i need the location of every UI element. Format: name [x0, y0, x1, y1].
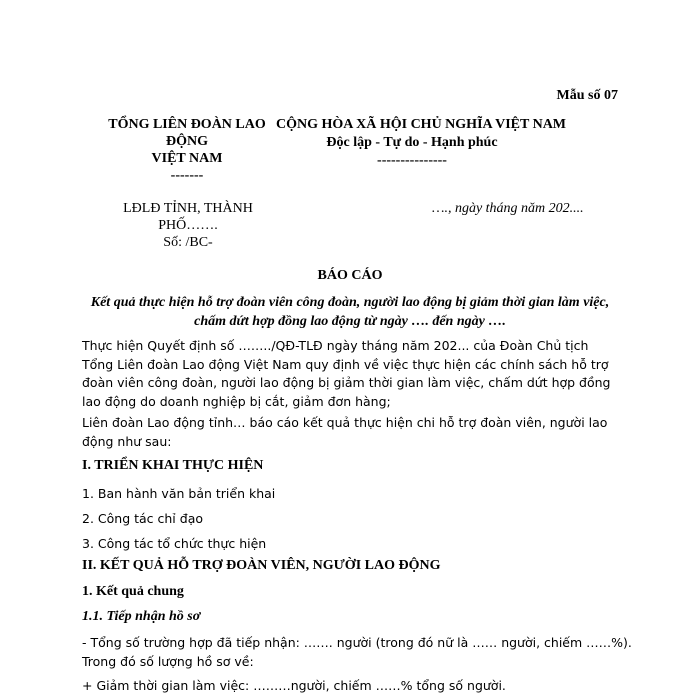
sender-line1: LĐLĐ TỈNH, THÀNH	[123, 201, 253, 216]
sender-line2: PHỐ…….	[158, 218, 218, 233]
sender-block	[96, 200, 280, 251]
section2-heading: II. KẾT QUẢ HỖ TRỢ ĐOÀN VIÊN, NGƯỜI LAO ĐỘNG	[82, 558, 441, 573]
section2-line-2: Trong đó số lượng hồ sơ về:	[82, 654, 254, 669]
section2-line-1: - Tổng số trường hợp đã tiếp nhận: ……. người (trong đó nữ là …… người, chiếm ……%).	[82, 635, 632, 650]
nation-name: CỘNG HÒA XÃ HỘI CHỦ NGHĨA VIỆT NAM	[276, 117, 567, 132]
section1-item-3: 3. Công tác tổ chức thực hiện	[82, 536, 267, 551]
section2-line-3: + Giảm thời gian làm việc: ………người, chiếm ……% tổng số người.	[82, 678, 506, 693]
organization-name-line2: ĐỘNG	[166, 134, 208, 149]
form-number: Mẫu số 07	[556, 88, 618, 103]
date-line: …., ngày tháng năm 202....	[432, 201, 584, 216]
organization-divider: -------	[170, 168, 204, 183]
section2-subsubheading: 1.1. Tiếp nhận hồ sơ	[82, 609, 201, 624]
document-number: Số: /BC-	[163, 235, 213, 250]
motto-divider: ---------------	[377, 153, 447, 168]
section1-item-2: 2. Công tác chỉ đạo	[82, 511, 203, 526]
section1-item-1: 1. Ban hành văn bản triển khai	[82, 486, 276, 501]
report-title: BÁO CÁO	[317, 268, 383, 283]
body-paragraph-2: Liên đoàn Lao động tỉnh… báo cáo kết quả thực hiện chi hỗ trợ đoàn viên, người lao động như sau:	[82, 415, 608, 449]
report-subtitle: Kết quả thực hiện hỗ trợ đoàn viên công đoàn, người lao động bị giảm thời gian làm việc, chấm dứt hợp đồng lao động từ ngày …. đến ngày ….	[90, 295, 610, 329]
national-motto: Độc lập - Tự do - Hạnh phúc	[326, 135, 498, 150]
section2-subheading: 1. Kết quả chung	[82, 584, 184, 599]
organization-name-line1: TỔNG LIÊN ĐOÀN LAO	[108, 117, 266, 132]
section1-heading: I. TRIỂN KHAI THỰC HIỆN	[82, 458, 264, 473]
national-header	[276, 116, 567, 170]
organization-name-line3: VIỆT NAM	[151, 151, 223, 166]
organization-header	[88, 116, 286, 184]
body-paragraph-1: Thực hiện Quyết định số ……../QĐ-TLĐ ngày tháng năm 202... của Đoàn Chủ tịch Tổng Liên đoàn Lao động Việt Nam quy định về việc thực hiện các chính sách hỗ trợ đoàn viên công đoàn, người lao động bị giảm thời gian làm việc, chấm dứt hợp đồng lao động do doanh nghiệp bị cắt, giảm đơn hàng;	[82, 338, 611, 409]
